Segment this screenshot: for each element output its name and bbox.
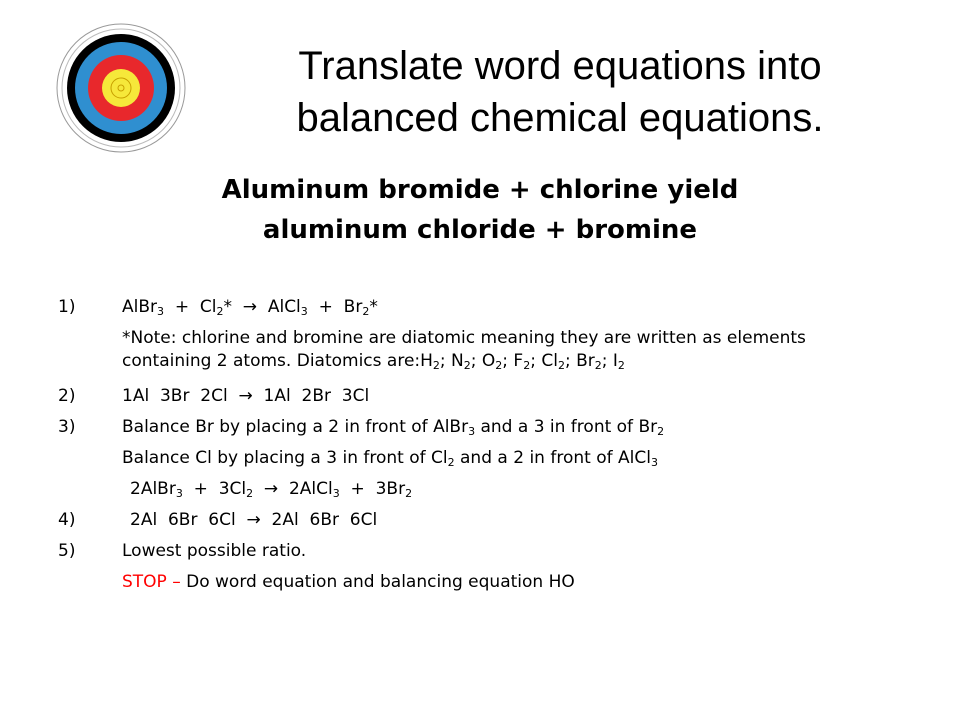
- eq-term: + Br: [307, 297, 363, 317]
- word-equation: [0, 170, 960, 250]
- text-part: Balance Cl by placing a 3 in front of Cl: [122, 448, 448, 468]
- subscript: 3: [332, 487, 340, 500]
- subscript: 2: [557, 359, 565, 372]
- steps-list: [58, 292, 908, 598]
- unbalanced-equation: [122, 292, 378, 323]
- page-title: [230, 40, 890, 144]
- subscript: 2: [362, 305, 370, 318]
- text-part: and a 2 in front of AlCl: [454, 448, 651, 468]
- subscript: 2: [246, 487, 254, 500]
- note-item: ; I: [601, 351, 618, 371]
- step-2: [58, 381, 908, 412]
- note-item: ; F: [502, 351, 524, 371]
- arrow-icon: →: [242, 297, 258, 317]
- step-number: 3): [58, 417, 76, 437]
- subscript: 3: [650, 456, 658, 469]
- subscript: 2: [463, 359, 471, 372]
- subscript: 2: [523, 359, 531, 372]
- note-body: *Note: chlorine and bromine are diatomic meaning they are written as elements containing 2 atoms. Diatomics are:H: [122, 328, 806, 371]
- arrow-icon: →: [246, 510, 261, 530]
- eq-term: 2AlBr: [130, 479, 176, 499]
- note-item: ; N: [439, 351, 464, 371]
- step-5: [58, 536, 908, 567]
- subscript: 2: [432, 359, 440, 372]
- subscript: 2: [657, 425, 665, 438]
- balance-cl-text: [122, 443, 658, 474]
- eq-term: 2AlCl: [278, 479, 333, 499]
- step-4: [58, 505, 908, 536]
- step-3-cl: [58, 443, 908, 474]
- atom-recount: [130, 505, 377, 536]
- step-number: 2): [58, 386, 76, 406]
- eq-term: *: [223, 297, 243, 317]
- subscript: 3: [157, 305, 165, 318]
- step-number: 4): [58, 510, 76, 530]
- subscript: 3: [300, 305, 308, 318]
- note-text: [122, 327, 892, 373]
- step-3-equation: [58, 474, 908, 505]
- balance-br-text: [122, 412, 664, 443]
- step-1: [58, 292, 908, 323]
- atom-count-left: 2Al 6Br 6Cl: [130, 510, 247, 530]
- eq-term: + 3Br: [339, 479, 406, 499]
- diatomic-note: [58, 323, 908, 381]
- stop-label: STOP –: [122, 572, 181, 592]
- note-item: ; O: [470, 351, 496, 371]
- title-line-2: balanced chemical equations.: [296, 96, 824, 140]
- subscript: 2: [617, 359, 625, 372]
- word-equation-line-1: Aluminum bromide + chlorine yield: [221, 175, 739, 205]
- subscript: 2: [495, 359, 503, 372]
- word-equation-line-2: aluminum chloride + bromine: [262, 215, 698, 245]
- archery-target-icon: [55, 22, 187, 154]
- eq-term: *: [369, 297, 378, 317]
- stop-row: [58, 567, 908, 598]
- step-3: [58, 412, 908, 443]
- step-number: 1): [58, 297, 76, 317]
- step-number: 5): [58, 541, 76, 561]
- atom-count-left: 1Al 3Br 2Cl: [122, 386, 239, 406]
- text-part: Balance Br by placing a 2 in front of AlBr: [122, 417, 469, 437]
- atom-count-right: 2Al 6Br 6Cl: [260, 510, 378, 530]
- subscript: 2: [405, 487, 413, 500]
- arrow-icon: →: [263, 479, 279, 499]
- note-item: ; Cl: [530, 351, 558, 371]
- note-item: ; Br: [564, 351, 595, 371]
- subscript: 3: [468, 425, 476, 438]
- eq-term: + Cl: [164, 297, 217, 317]
- arrow-icon: →: [238, 386, 253, 406]
- subscript: 3: [175, 487, 183, 500]
- subscript: 2: [447, 456, 455, 469]
- atom-count: [122, 381, 369, 412]
- stop-instruction: [122, 567, 575, 598]
- eq-term: AlCl: [257, 297, 301, 317]
- subscript: 2: [594, 359, 602, 372]
- eq-term: AlBr: [122, 297, 158, 317]
- stop-rest: Do word equation and balancing equation HO: [180, 572, 575, 592]
- eq-term: + 3Cl: [182, 479, 247, 499]
- atom-count-right: 1Al 2Br 3Cl: [252, 386, 370, 406]
- title-line-1: Translate word equations into: [298, 44, 822, 88]
- lowest-ratio-text: Lowest possible ratio.: [122, 541, 307, 561]
- text-part: and a 3 in front of Br: [475, 417, 658, 437]
- balanced-equation: [130, 474, 412, 505]
- subscript: 2: [216, 305, 224, 318]
